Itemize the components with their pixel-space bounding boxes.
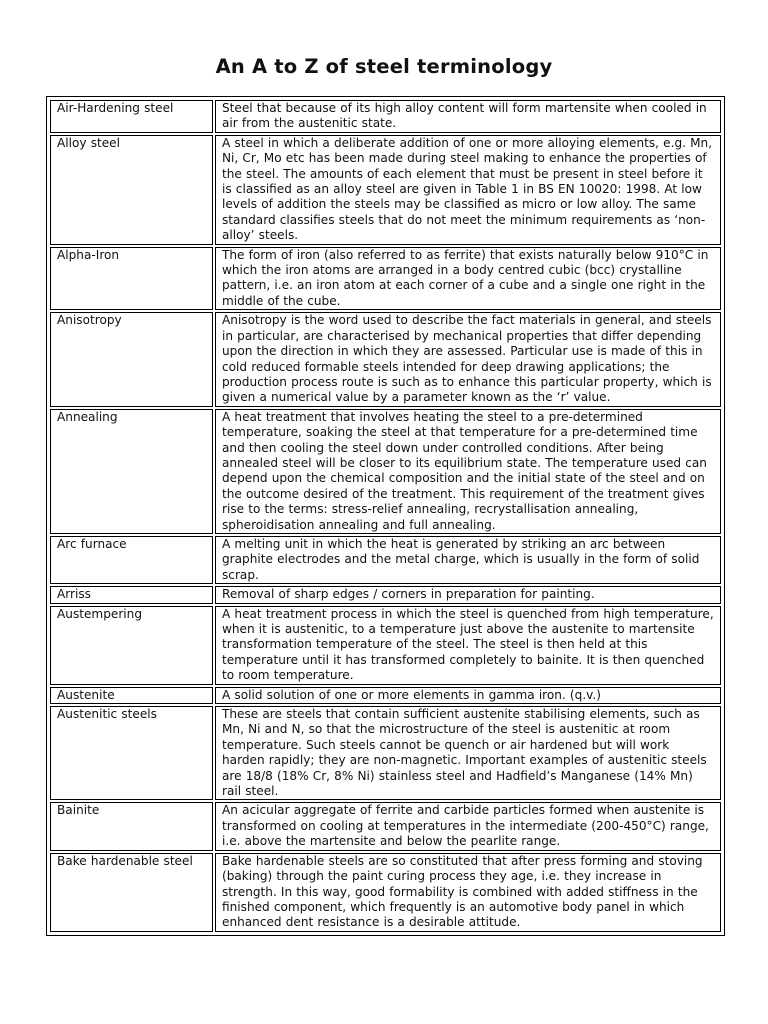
glossary-row: [50, 135, 721, 245]
glossary-definition: Anisotropy is the word used to describe the fact materials in general, and steels in particular, are characterised by mechanical properties that differ depending upon the direction in which they are assessed. Particular use is made of this in cold reduced formable steels intended for deep drawing applications; the production process route is such as to enhance this particular property, which is given a numerical value by a parameter known as the ‘r’ value.: [215, 312, 721, 406]
glossary-term: Arc furnace: [50, 536, 213, 584]
glossary-definition: A melting unit in which the heat is generated by striking an arc between graphite electrodes and the metal charge, which is usually in the form of solid scrap.: [215, 536, 721, 584]
glossary-row: [50, 606, 721, 685]
glossary-term: Anisotropy: [50, 312, 213, 406]
page-title: An A to Z of steel terminology: [215, 55, 553, 78]
glossary-term: Austenitic steels: [50, 706, 213, 800]
glossary-definition: Bake hardenable steels are so constituted that after press forming and stoving (baking) through the paint curing process they age, i.e. they increase in strength. In this way, good formability is combined with added stiffness in the finished component, which frequently is an automotive body panel in which enhanced dent resistance is a desirable attitude.: [215, 853, 721, 932]
glossary-term: Alpha-Iron: [50, 247, 213, 311]
glossary-table-frame: [46, 96, 725, 936]
glossary-definition: An acicular aggregate of ferrite and carbide particles formed when austenite is transformed on cooling at temperatures in the intermediate (200-450°C) range, i.e. above the martensite and below the pearlite range.: [215, 802, 721, 850]
glossary-term: Austenite: [50, 687, 213, 704]
glossary-term: Alloy steel: [50, 135, 213, 245]
glossary-definition: These are steels that contain sufficient austenite stabilising elements, such as Mn, Ni and N, so that the microstructure of the steel is austenitic at room temperature. Such steels cannot be quench or air hardened but will work harden rapidly; they are non-magnetic. Important examples of austenitic steels are 18/8 (18% Cr, 8% Ni) stainless steel and Hadfield’s Manganese (14% Mn) rail steel.: [215, 706, 721, 800]
glossary-term: Arriss: [50, 586, 213, 603]
glossary-definition: Steel that because of its high alloy content will form martensite when cooled in air from the austenitic state.: [215, 100, 721, 133]
glossary-row: [50, 802, 721, 850]
glossary-row: [50, 586, 721, 603]
glossary-definition: A solid solution of one or more elements in gamma iron. (q.v.): [215, 687, 721, 704]
glossary-row: [50, 706, 721, 800]
glossary-definition: A steel in which a deliberate addition of one or more alloying elements, e.g. Mn, Ni, Cr, Mo etc has been made during steel making to enhance the properties of the steel. The amounts of each element that must be present in steel before it is classified as an alloy steel are given in Table 1 in BS EN 10020: 1998. At low levels of addition the steels may be classified as micro or low alloy. The same standard classifies steels that do not meet the minimum requirements as ‘non-alloy’ steels.: [215, 135, 721, 245]
glossary-row: [50, 100, 721, 133]
glossary-row: [50, 247, 721, 311]
glossary-definition: A heat treatment process in which the steel is quenched from high temperature, when it is austenitic, to a temperature just above the austenite to martensite transformation temperature of the steel. The steel is then held at this temperature until it has transformed completely to bainite. It is then quenched to room temperature.: [215, 606, 721, 685]
glossary-term: Annealing: [50, 409, 213, 534]
glossary-table: [48, 98, 723, 934]
glossary-term: Austempering: [50, 606, 213, 685]
glossary-definition: The form of iron (also referred to as ferrite) that exists naturally below 910°C in which the iron atoms are arranged in a body centred cubic (bcc) crystalline pattern, i.e. an iron atom at each corner of a cube and a single one right in the middle of the cube.: [215, 247, 721, 311]
glossary-row: [50, 853, 721, 932]
glossary-definition: A heat treatment that involves heating the steel to a pre-determined temperature, soaking the steel at that temperature for a pre-determined time and then cooling the steel down under controlled conditions. After being annealed steel will be closer to its equilibrium state. The temperature used can depend upon the chemical composition and the initial state of the steel and on the outcome desired of the treatment. This requirement of the treatment gives rise to the terms: stress-relief annealing, recrystallisation annealing, spheroidisation annealing and full annealing.: [215, 409, 721, 534]
glossary-row: [50, 687, 721, 704]
glossary-term: Bainite: [50, 802, 213, 850]
glossary-row: [50, 409, 721, 534]
glossary-definition: Removal of sharp edges / corners in preparation for painting.: [215, 586, 721, 603]
glossary-row: [50, 312, 721, 406]
glossary-row: [50, 536, 721, 584]
glossary-table-body: [50, 100, 721, 932]
glossary-term: Air-Hardening steel: [50, 100, 213, 133]
glossary-term: Bake hardenable steel: [50, 853, 213, 932]
